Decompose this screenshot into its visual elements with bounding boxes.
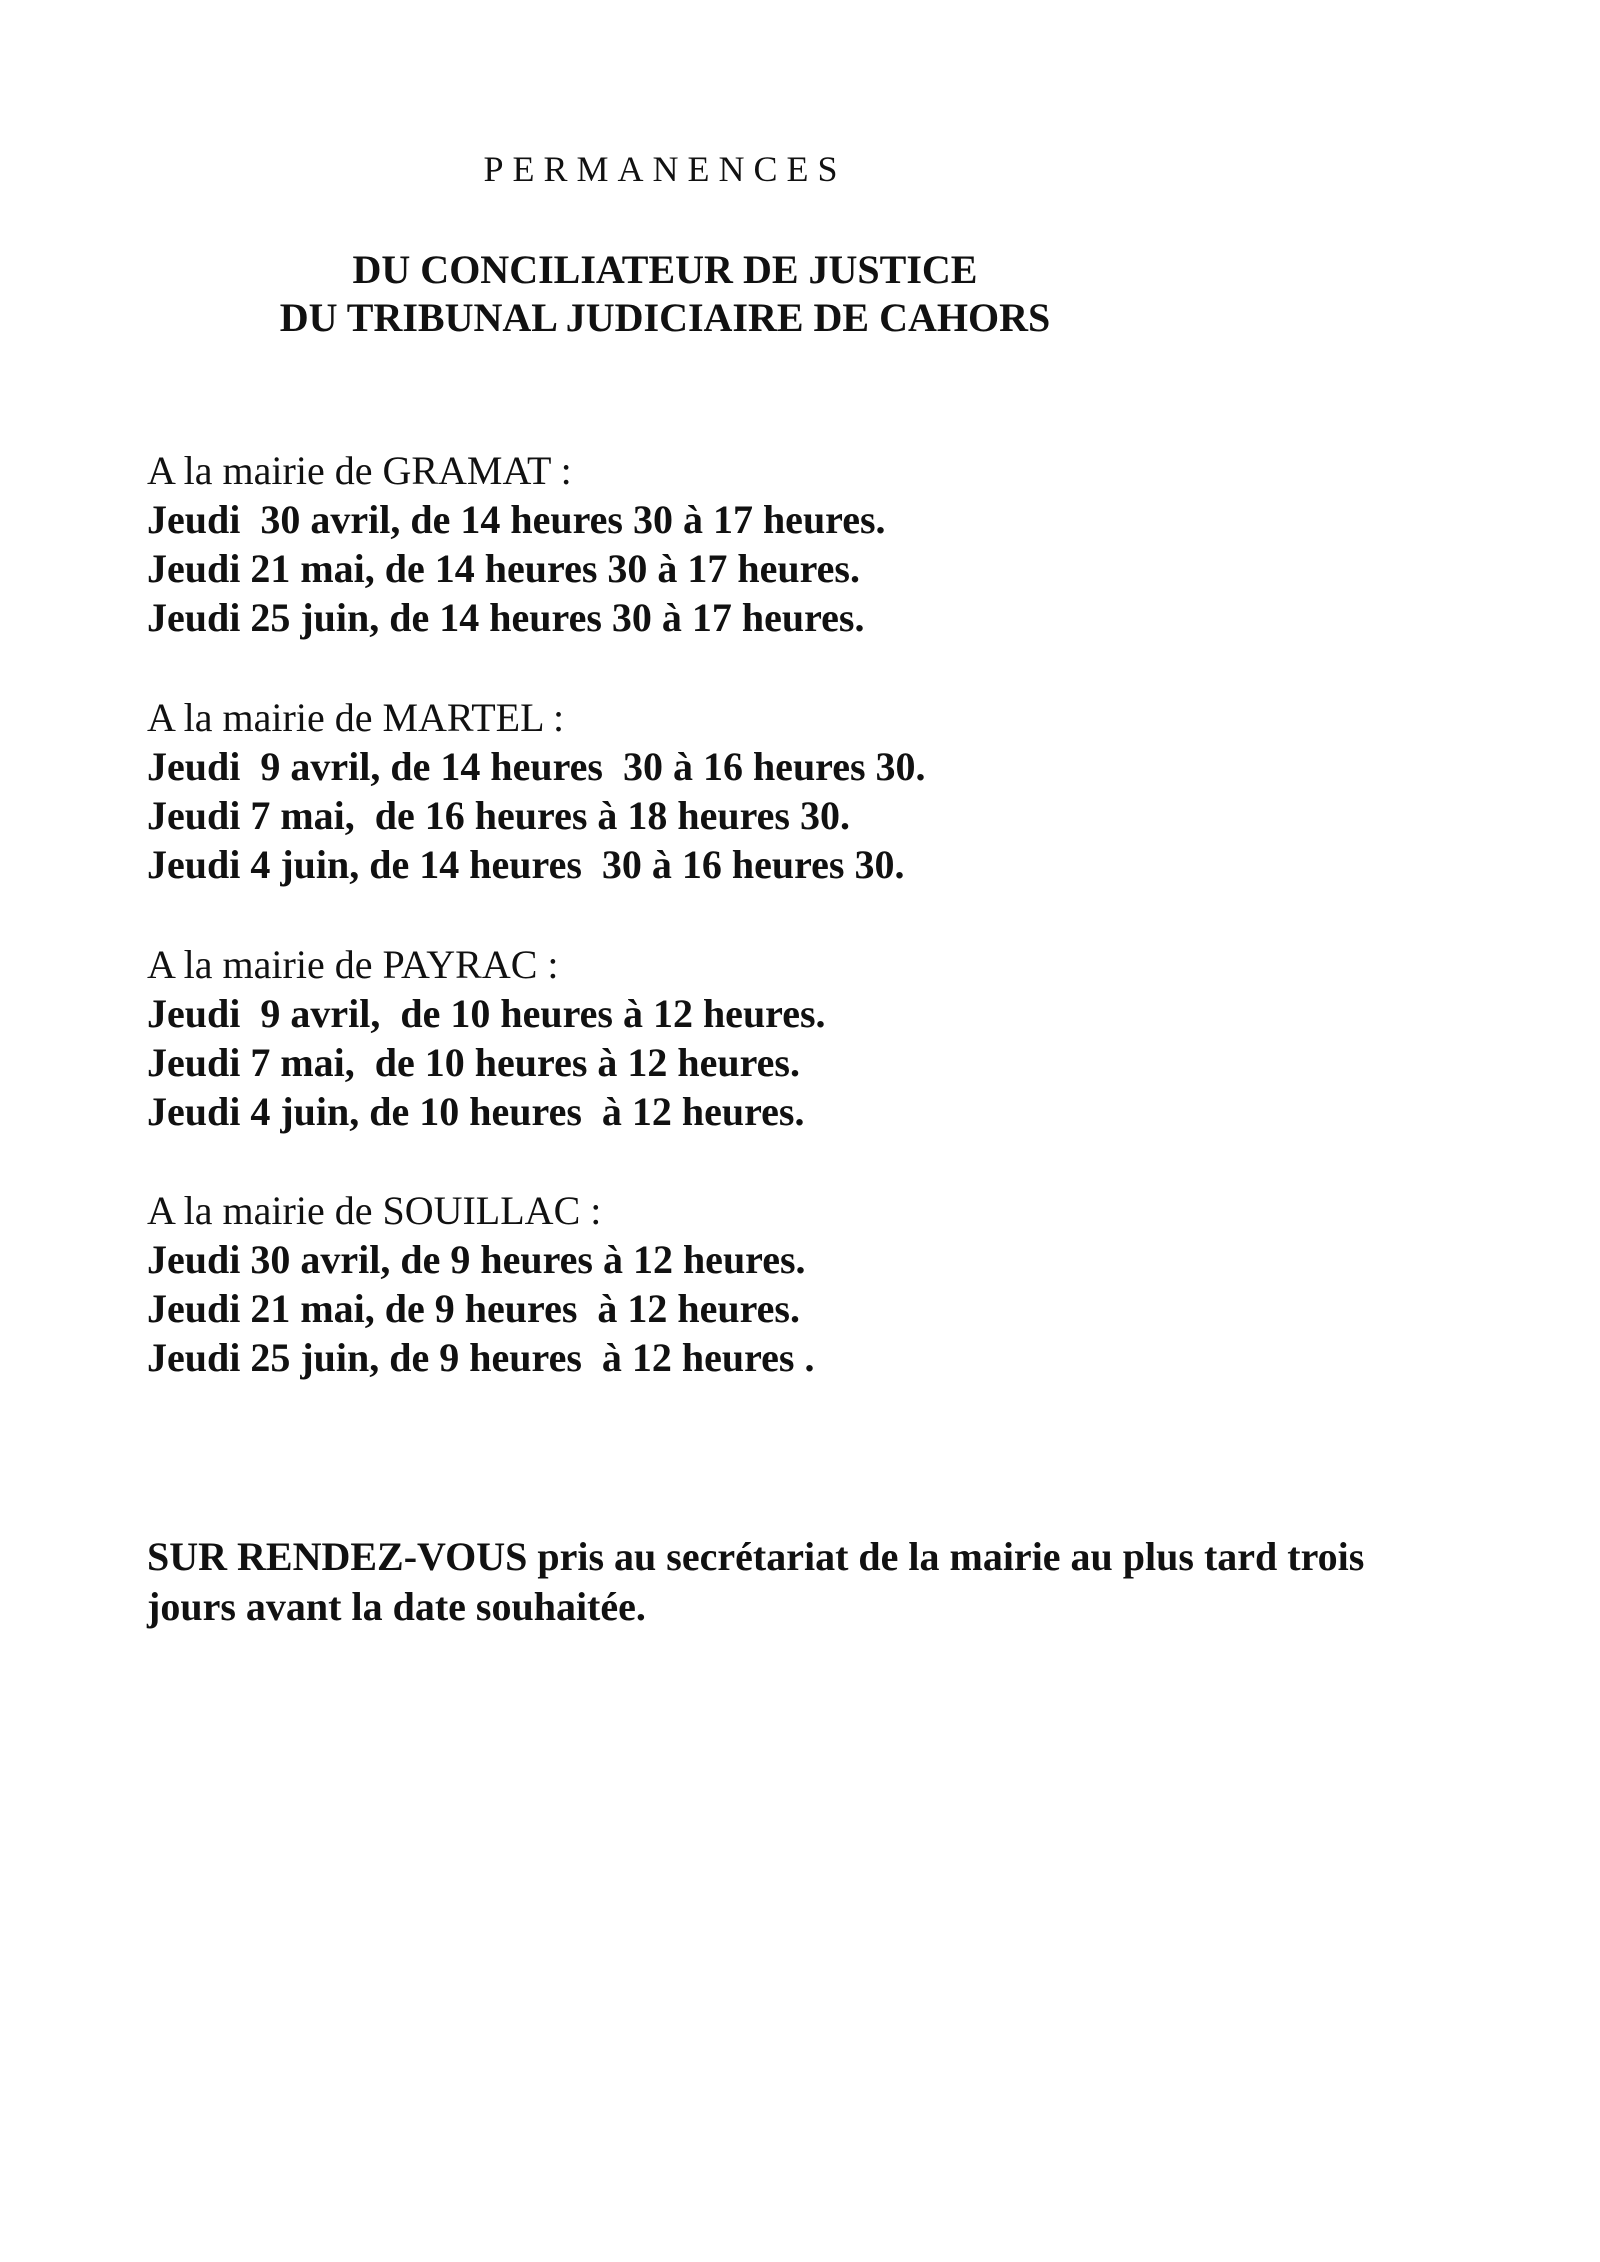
schedule-line: Jeudi 7 mai, de 10 heures à 12 heures. xyxy=(147,1040,800,1085)
page-title: PERMANENCES xyxy=(483,149,847,189)
schedule-line: Jeudi 7 mai, de 16 heures à 18 heures 30. xyxy=(147,793,850,838)
schedule-line: Jeudi 4 juin, de 14 heures 30 à 16 heures 30. xyxy=(147,842,905,887)
subtitle-line: DU TRIBUNAL JUDICIAIRE DE CAHORS xyxy=(279,295,1051,340)
section-souillac xyxy=(147,1187,1447,1382)
schedule-line: Jeudi 30 avril, de 14 heures 30 à 17 heures. xyxy=(147,497,886,542)
schedule-line: Jeudi 30 avril, de 9 heures à 12 heures. xyxy=(147,1237,806,1282)
schedule-line: Jeudi 9 avril, de 10 heures à 12 heures. xyxy=(147,991,826,1036)
section-martel xyxy=(147,694,1447,889)
schedule-line: Jeudi 4 juin, de 10 heures à 12 heures. xyxy=(147,1089,805,1134)
section-heading: A la mairie de MARTEL : xyxy=(147,695,565,740)
appointment-note: SUR RENDEZ-VOUS pris au secrétariat de la mairie au plus tard trois jours avant la date souhaitée. xyxy=(147,1534,1365,1629)
schedule-line: Jeudi 9 avril, de 14 heures 30 à 16 heures 30. xyxy=(147,744,926,789)
schedule-line: Jeudi 25 juin, de 9 heures à 12 heures . xyxy=(147,1335,815,1380)
section-payrac xyxy=(147,941,1447,1136)
section-heading: A la mairie de SOUILLAC : xyxy=(147,1188,602,1233)
section-heading: A la mairie de GRAMAT : xyxy=(147,448,572,493)
section-gramat xyxy=(147,447,1447,642)
subtitle-line: DU CONCILIATEUR DE JUSTICE xyxy=(352,247,978,292)
schedule-line: Jeudi 21 mai, de 14 heures 30 à 17 heures. xyxy=(147,546,860,591)
schedule-line: Jeudi 21 mai, de 9 heures à 12 heures. xyxy=(147,1286,800,1331)
section-heading: A la mairie de PAYRAC : xyxy=(147,942,559,987)
schedule-line: Jeudi 25 juin, de 14 heures 30 à 17 heures. xyxy=(147,595,865,640)
